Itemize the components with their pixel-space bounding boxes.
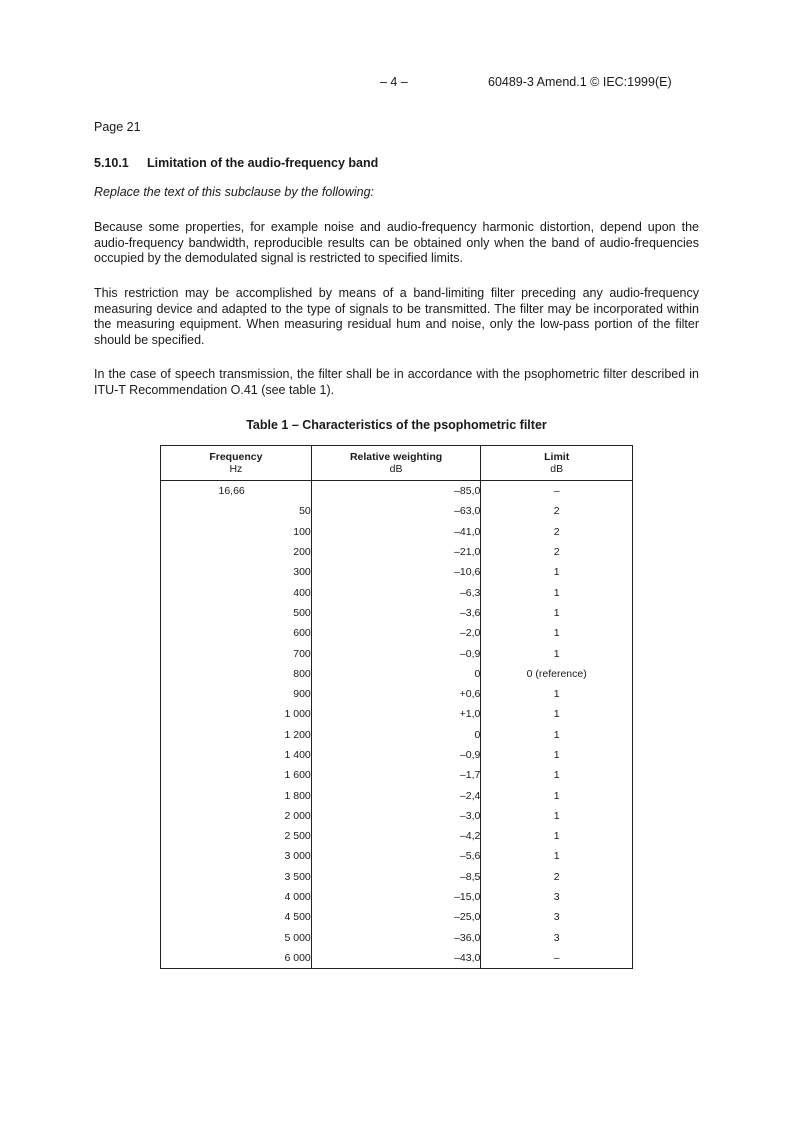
weighting-cell: –0,9 (311, 745, 481, 765)
weighting-cell: +1,0 (311, 704, 481, 724)
limit-cell: 2 (481, 542, 633, 562)
table-row (161, 522, 633, 542)
table-row (161, 907, 633, 927)
frequency-cell: 4 000 (161, 887, 312, 907)
weighting-cell: –21,0 (311, 542, 481, 562)
limit-cell: 2 (481, 867, 633, 887)
column-header-label: Relative weighting (349, 451, 443, 463)
frequency-cell: 900 (161, 684, 312, 704)
document-reference: 60489-3 Amend.1 © IEC:1999(E) (488, 75, 672, 89)
weighting-cell: –5,6 (311, 846, 481, 866)
frequency-cell: 1 200 (161, 725, 312, 745)
weighting-cell: –10,6 (311, 562, 481, 582)
weighting-cell: –36,0 (311, 928, 481, 948)
table-row (161, 562, 633, 582)
table-row (161, 501, 633, 521)
frequency-cell: 1 400 (161, 745, 312, 765)
table-row (161, 806, 633, 826)
weighting-cell: –63,0 (311, 501, 481, 521)
frequency-cell: 2 500 (161, 826, 312, 846)
table-row (161, 846, 633, 866)
table-row (161, 765, 633, 785)
table-row (161, 745, 633, 765)
weighting-cell: –41,0 (311, 522, 481, 542)
limit-cell: 1 (481, 826, 633, 846)
frequency-cell: 1 000 (161, 704, 312, 724)
frequency-cell: 800 (161, 664, 312, 684)
limit-cell: 1 (481, 785, 633, 805)
frequency-cell: 500 (161, 603, 312, 623)
frequency-cell: 6 000 (161, 948, 312, 969)
limit-cell: 1 (481, 806, 633, 826)
weighting-cell: 0 (311, 664, 481, 684)
table-row (161, 623, 633, 643)
column-header-frequency (161, 446, 312, 481)
paragraph-1: Because some properties, for example noise and audio-frequency harmonic distortion, depend upon the audio-frequency bandwidth, reproducible results can be obtained only when the band of audio-frequencies occupied by the demodulated signal is restricted to specified limits. (94, 220, 699, 265)
column-header-unit: Hz (229, 463, 243, 475)
weighting-cell: –1,7 (311, 765, 481, 785)
weighting-cell: –4,2 (311, 826, 481, 846)
frequency-cell: 1 800 (161, 785, 312, 805)
table-row (161, 704, 633, 724)
frequency-cell: 16,66 (161, 481, 312, 502)
frequency-cell: 700 (161, 643, 312, 663)
weighting-cell: –25,0 (311, 907, 481, 927)
weighting-cell: –6,3 (311, 582, 481, 602)
limit-cell: 0 (reference) (481, 664, 633, 684)
frequency-cell: 600 (161, 623, 312, 643)
weighting-cell: –2,4 (311, 785, 481, 805)
frequency-cell: 300 (161, 562, 312, 582)
table-row (161, 928, 633, 948)
table-row (161, 664, 633, 684)
table-row (161, 887, 633, 907)
limit-cell: 3 (481, 907, 633, 927)
frequency-cell: 50 (161, 501, 312, 521)
weighting-cell: –43,0 (311, 948, 481, 969)
page-number: – 4 – (380, 75, 408, 89)
weighting-cell: –3,0 (311, 806, 481, 826)
weighting-cell: 0 (311, 725, 481, 745)
weighting-cell: +0,6 (311, 684, 481, 704)
limit-cell: 1 (481, 623, 633, 643)
limit-cell: 2 (481, 522, 633, 542)
limit-cell: 1 (481, 846, 633, 866)
column-header-unit: dB (550, 463, 564, 475)
limit-cell: 1 (481, 603, 633, 623)
table-row (161, 481, 633, 502)
frequency-cell: 1 600 (161, 765, 312, 785)
frequency-cell: 100 (161, 522, 312, 542)
column-header-unit: dB (389, 463, 403, 475)
frequency-cell: 5 000 (161, 928, 312, 948)
table-row (161, 582, 633, 602)
limit-cell: 1 (481, 765, 633, 785)
table-row (161, 725, 633, 745)
limit-cell: 3 (481, 887, 633, 907)
column-header-label: Limit (544, 451, 570, 463)
frequency-cell: 200 (161, 542, 312, 562)
table-row (161, 542, 633, 562)
table-row (161, 643, 633, 663)
limit-cell: – (481, 481, 633, 502)
table-row (161, 603, 633, 623)
table-row (161, 684, 633, 704)
limit-cell: 1 (481, 704, 633, 724)
limit-cell: 2 (481, 501, 633, 521)
psophometric-filter-table (160, 445, 633, 969)
limit-cell: 1 (481, 684, 633, 704)
frequency-cell: 400 (161, 582, 312, 602)
weighting-cell: –0,9 (311, 643, 481, 663)
column-header-limit (481, 446, 633, 481)
table-row (161, 785, 633, 805)
table-row (161, 948, 633, 969)
limit-cell: 3 (481, 928, 633, 948)
limit-cell: 1 (481, 745, 633, 765)
frequency-cell: 3 000 (161, 846, 312, 866)
frequency-cell: 3 500 (161, 867, 312, 887)
page-label: Page 21 (94, 120, 141, 134)
limit-cell: – (481, 948, 633, 969)
table-row (161, 826, 633, 846)
weighting-cell: –8,5 (311, 867, 481, 887)
table-caption: Table 1 – Characteristics of the psophometric filter (246, 418, 547, 432)
column-header-weighting (311, 446, 481, 481)
paragraph-2: This restriction may be accomplished by means of a band-limiting filter preceding any audio-frequency measuring device and adapted to the type of signals to be transmitted. The filter may be incorporated within the measuring equipment. When measuring residual hum and noise, only the low-pass portion of the filter should be specified. (94, 286, 699, 347)
weighting-cell: –15,0 (311, 887, 481, 907)
table-header-row (161, 446, 633, 481)
limit-cell: 1 (481, 562, 633, 582)
frequency-cell: 2 000 (161, 806, 312, 826)
column-header-label: Frequency (209, 451, 263, 463)
clause-number: 5.10.1 (94, 156, 129, 170)
clause-heading (94, 156, 378, 170)
limit-cell: 1 (481, 725, 633, 745)
limit-cell: 1 (481, 582, 633, 602)
clause-title: Limitation of the audio-frequency band (147, 156, 379, 170)
paragraph-3: In the case of speech transmission, the filter shall be in accordance with the psophometric filter described in ITU-T Recommendation O.41 (see table 1). (94, 367, 699, 397)
weighting-cell: –85,0 (311, 481, 481, 502)
weighting-cell: –3,6 (311, 603, 481, 623)
frequency-cell: 4 500 (161, 907, 312, 927)
amendment-instruction: Replace the text of this subclause by the following: (94, 185, 375, 199)
table-row (161, 867, 633, 887)
limit-cell: 1 (481, 643, 633, 663)
weighting-cell: –2,0 (311, 623, 481, 643)
